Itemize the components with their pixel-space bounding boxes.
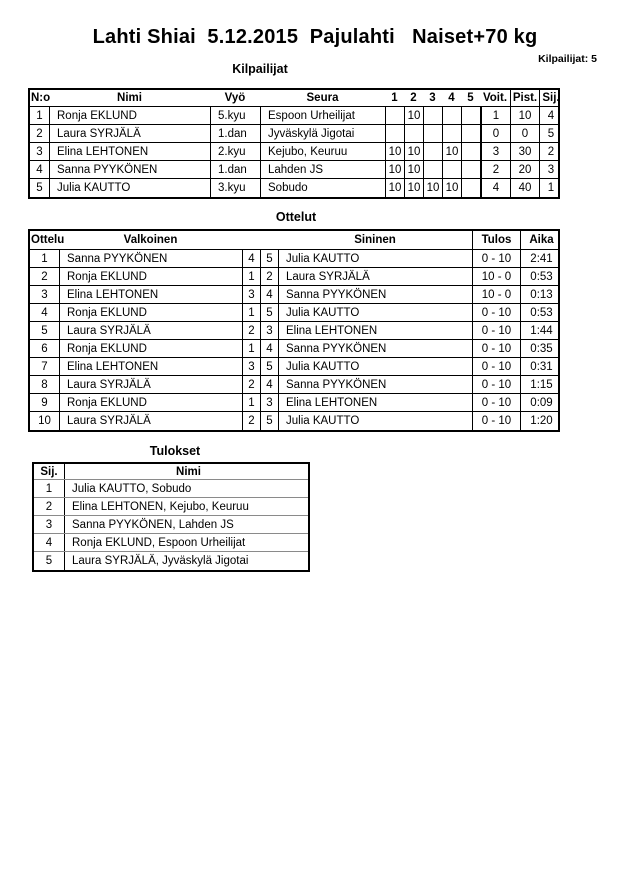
cell-white-num: 1 — [242, 268, 260, 285]
cell-valkoinen: Ronja EKLUND — [59, 304, 242, 321]
cell-nimi: Elina LEHTONEN, Kejubo, Keuruu — [64, 498, 312, 515]
cell-sininen: Julia KAUTTO — [278, 412, 472, 430]
cell-nimi: Sanna PYYKÖNEN — [49, 161, 210, 178]
col-header-round-3: 3 — [429, 92, 436, 104]
table-row — [30, 358, 558, 376]
cell-score-5 — [461, 143, 480, 160]
cell-vyo: 2.kyu — [210, 143, 260, 160]
cell-score-2: 10 — [404, 143, 423, 160]
cell-vyo: 1.dan — [210, 125, 260, 142]
cell-sininen: Sanna PYYKÖNEN — [278, 340, 472, 357]
cell-sij: 4 — [539, 107, 562, 124]
cell-blue-num: 5 — [260, 304, 278, 321]
cell-blue-num: 3 — [260, 394, 278, 411]
cell-score-3: 10 — [423, 179, 442, 197]
table-row — [30, 107, 558, 125]
cell-seura: Sobudo — [260, 179, 385, 197]
col-header-pist: Pist. — [510, 90, 539, 106]
cell-nimi: Elina LEHTONEN — [49, 143, 210, 160]
cell-voit: 4 — [480, 179, 510, 197]
cell-score-4 — [442, 107, 461, 124]
cell-score-4 — [442, 125, 461, 142]
cell-sininen: Laura SYRJÄLÄ — [278, 268, 472, 285]
col-header-round-1: 1 — [391, 92, 398, 104]
cell-vyo: 1.dan — [210, 161, 260, 178]
col-header-no: N:o — [31, 92, 51, 104]
cell-no: 5 — [36, 182, 43, 194]
col-header-voit: Voit. — [482, 92, 508, 104]
cell-blue-num: 5 — [260, 358, 278, 375]
table-row — [30, 412, 558, 430]
cell-tulos: 0 - 10 — [472, 250, 520, 267]
col-header-valkoinen: Valkoinen — [123, 234, 178, 246]
cell-voit: 1 — [480, 107, 510, 124]
cell-match-no: 8 — [41, 378, 48, 391]
col-header-nimi: Nimi — [64, 464, 312, 479]
cell-no: 1 — [36, 109, 43, 122]
cell-voit: 2 — [480, 161, 510, 178]
cell-score-3 — [423, 143, 442, 160]
cell-white-num: 2 — [242, 322, 260, 339]
cell-valkoinen: Ronja EKLUND — [59, 268, 242, 285]
cell-tulos: 0 - 10 — [472, 412, 520, 430]
cell-tulos: 10 - 0 — [472, 268, 520, 285]
col-header-blue-num — [260, 231, 278, 249]
cell-pist: 0 — [510, 125, 539, 142]
cell-match-no: 2 — [41, 270, 48, 283]
col-header-sij: Sij. — [539, 90, 562, 106]
cell-aika: 0:53 — [520, 268, 562, 285]
cell-white-num: 3 — [242, 358, 260, 375]
cell-sij: 3 — [539, 161, 562, 178]
cell-score-2: 10 — [404, 179, 423, 197]
table-row — [30, 268, 558, 286]
cell-score-1 — [385, 125, 404, 142]
cell-vyo: 3.kyu — [210, 179, 260, 197]
table-row — [34, 516, 308, 534]
cell-white-num: 1 — [242, 340, 260, 357]
cell-valkoinen: Laura SYRJÄLÄ — [59, 412, 242, 430]
table-row — [30, 376, 558, 394]
cell-blue-num: 4 — [260, 286, 278, 303]
cell-score-5 — [461, 161, 480, 178]
cell-match-no: 10 — [38, 415, 51, 427]
col-header-nimi: Nimi — [117, 92, 142, 104]
cell-voit: 3 — [480, 143, 510, 160]
table-row — [34, 534, 308, 552]
cell-match-no: 1 — [41, 252, 48, 265]
tulokset-section-heading: Tulokset — [149, 444, 201, 458]
competitors-count-label: Kilpailijat: 5 — [538, 53, 597, 65]
cell-score-4: 10 — [442, 143, 461, 160]
cell-no: 2 — [36, 127, 43, 140]
cell-seura: Jyväskylä Jigotai — [260, 125, 385, 142]
cell-pist: 30 — [510, 143, 539, 160]
kilpailijat-table — [28, 88, 560, 199]
cell-score-5 — [461, 179, 480, 197]
table-row — [30, 143, 558, 161]
cell-valkoinen: Elina LEHTONEN — [59, 358, 242, 375]
cell-vyo: 5.kyu — [210, 107, 260, 124]
cell-blue-num: 5 — [260, 250, 278, 267]
cell-aika: 0:31 — [520, 358, 562, 375]
cell-sij: 1 — [45, 482, 53, 495]
kilpailijat-header-row — [30, 90, 558, 107]
col-header-ottelu: Ottelu — [31, 234, 65, 246]
cell-aika: 0:35 — [520, 340, 562, 357]
col-header-round-5: 5 — [467, 92, 474, 104]
cell-nimi: Laura SYRJÄLÄ, Jyväskylä Jigotai — [64, 552, 312, 570]
cell-no: 4 — [36, 163, 43, 176]
cell-blue-num: 2 — [260, 268, 278, 285]
cell-pist: 10 — [510, 107, 539, 124]
cell-match-no: 9 — [41, 396, 48, 409]
cell-aika: 0:53 — [520, 304, 562, 321]
cell-match-no: 6 — [41, 342, 48, 355]
cell-sininen: Julia KAUTTO — [278, 304, 472, 321]
cell-blue-num: 5 — [260, 412, 278, 430]
cell-sininen: Sanna PYYKÖNEN — [278, 286, 472, 303]
cell-score-3 — [423, 161, 442, 178]
cell-white-num: 4 — [242, 250, 260, 267]
cell-score-3 — [423, 107, 442, 124]
cell-valkoinen: Ronja EKLUND — [59, 340, 242, 357]
cell-tulos: 0 - 10 — [472, 340, 520, 357]
tulokset-header-row — [34, 464, 308, 480]
table-row — [30, 304, 558, 322]
cell-aika: 1:15 — [520, 376, 562, 393]
cell-sininen: Elina LEHTONEN — [278, 322, 472, 339]
cell-sij: 3 — [45, 518, 53, 531]
cell-score-5 — [461, 125, 480, 142]
col-header-sij: Sij. — [40, 465, 58, 478]
cell-nimi: Ronja EKLUND, Espoon Urheilijat — [64, 534, 312, 551]
table-row — [30, 179, 558, 197]
cell-tulos: 10 - 0 — [472, 286, 520, 303]
cell-white-num: 3 — [242, 286, 260, 303]
table-row — [34, 480, 308, 498]
cell-match-no: 3 — [41, 288, 48, 301]
cell-sij: 4 — [45, 536, 53, 549]
cell-sij: 2 — [45, 500, 53, 513]
cell-score-1: 10 — [385, 161, 404, 178]
cell-nimi: Julia KAUTTO, Sobudo — [64, 480, 312, 497]
cell-score-2: 10 — [404, 161, 423, 178]
col-header-sininen: Sininen — [354, 234, 396, 246]
cell-seura: Lahden JS — [260, 161, 385, 178]
table-row — [30, 161, 558, 179]
cell-aika: 1:44 — [520, 322, 562, 339]
table-row — [34, 552, 308, 570]
page-title: Lahti Shiai 5.12.2015 Pajulahti Naiset+70 kg — [92, 26, 538, 48]
cell-sininen: Julia KAUTTO — [278, 358, 472, 375]
cell-valkoinen: Elina LEHTONEN — [59, 286, 242, 303]
cell-valkoinen: Laura SYRJÄLÄ — [59, 322, 242, 339]
cell-white-num: 1 — [242, 304, 260, 321]
cell-nimi: Ronja EKLUND — [49, 107, 210, 124]
cell-sij: 1 — [539, 179, 562, 197]
ottelut-table — [28, 229, 560, 432]
cell-tulos: 0 - 10 — [472, 376, 520, 393]
cell-aika: 2:41 — [520, 250, 562, 267]
cell-pist: 20 — [510, 161, 539, 178]
cell-blue-num: 3 — [260, 322, 278, 339]
cell-voit: 0 — [480, 125, 510, 142]
cell-valkoinen: Ronja EKLUND — [59, 394, 242, 411]
cell-sij: 5 — [539, 125, 562, 142]
cell-aika: 0:13 — [520, 286, 562, 303]
col-header-round-2: 2 — [410, 92, 417, 104]
kilpailijat-section-heading: Kilpailijat — [232, 62, 288, 76]
cell-score-2 — [404, 125, 423, 142]
cell-white-num: 2 — [242, 376, 260, 393]
col-header-seura: Seura — [306, 92, 339, 104]
cell-tulos: 0 - 10 — [472, 304, 520, 321]
cell-aika: 1:20 — [520, 412, 562, 430]
table-row — [30, 286, 558, 304]
col-header-white-num — [242, 231, 260, 249]
col-header-tulos: Tulos — [472, 231, 520, 249]
table-row — [30, 394, 558, 412]
cell-valkoinen: Sanna PYYKÖNEN — [59, 250, 242, 267]
cell-match-no: 5 — [41, 324, 48, 337]
cell-sininen: Julia KAUTTO — [278, 250, 472, 267]
cell-tulos: 0 - 10 — [472, 394, 520, 411]
table-row — [30, 322, 558, 340]
tulokset-table — [32, 462, 310, 572]
cell-sininen: Sanna PYYKÖNEN — [278, 376, 472, 393]
cell-tulos: 0 - 10 — [472, 322, 520, 339]
cell-white-num: 2 — [242, 412, 260, 430]
cell-score-4 — [442, 161, 461, 178]
cell-pist: 40 — [510, 179, 539, 197]
cell-tulos: 0 - 10 — [472, 358, 520, 375]
cell-no: 3 — [36, 145, 43, 158]
cell-blue-num: 4 — [260, 376, 278, 393]
table-row — [30, 250, 558, 268]
table-row — [34, 498, 308, 516]
cell-sij: 2 — [539, 143, 562, 160]
cell-nimi: Laura SYRJÄLÄ — [49, 125, 210, 142]
col-header-vyo: Vyö — [224, 92, 246, 104]
cell-score-1 — [385, 107, 404, 124]
cell-score-2: 10 — [404, 107, 423, 124]
col-header-round-4: 4 — [448, 92, 455, 104]
cell-white-num: 1 — [242, 394, 260, 411]
cell-blue-num: 4 — [260, 340, 278, 357]
cell-sij: 5 — [45, 555, 53, 567]
table-row — [30, 340, 558, 358]
cell-score-1: 10 — [385, 143, 404, 160]
cell-score-5 — [461, 107, 480, 124]
cell-seura: Kejubo, Keuruu — [260, 143, 385, 160]
cell-score-3 — [423, 125, 442, 142]
cell-match-no: 4 — [41, 306, 48, 319]
cell-match-no: 7 — [41, 360, 48, 373]
cell-score-1: 10 — [385, 179, 404, 197]
cell-aika: 0:09 — [520, 394, 562, 411]
cell-sininen: Elina LEHTONEN — [278, 394, 472, 411]
cell-score-4: 10 — [442, 179, 461, 197]
cell-seura: Espoon Urheilijat — [260, 107, 385, 124]
col-header-aika: Aika — [520, 231, 562, 249]
ottelut-header-row — [30, 231, 558, 250]
cell-nimi: Julia KAUTTO — [49, 179, 210, 197]
cell-valkoinen: Laura SYRJÄLÄ — [59, 376, 242, 393]
cell-nimi: Sanna PYYKÖNEN, Lahden JS — [64, 516, 312, 533]
table-row — [30, 125, 558, 143]
ottelut-section-heading: Ottelut — [275, 210, 317, 224]
